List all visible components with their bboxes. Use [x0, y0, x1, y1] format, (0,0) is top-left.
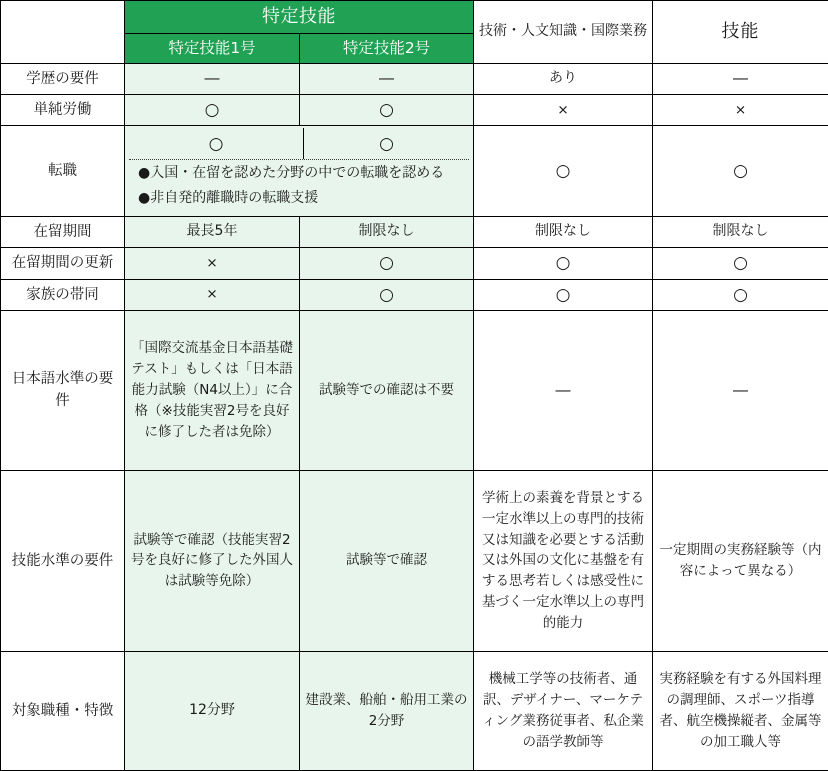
- cell-target-skill: 実務経験を有する外国料理の調理師、スポーツ指導者、航空機操縦者、金属等の加工職人等: [653, 651, 828, 770]
- cell-job-change-skill: ○: [653, 126, 828, 217]
- cell-simple-labor-ssw1: ○: [125, 94, 300, 125]
- header-col-skill: 技能: [653, 1, 828, 64]
- cell-skill-level-ssw1: 試験等で確認（技能実習2号を良好に修了した外国人は試験等免除）: [125, 470, 300, 651]
- cell-family-engineer: ○: [474, 279, 653, 310]
- row-label-family-accompaniment: 家族の帯同: [1, 279, 125, 310]
- table-row: [1, 248, 828, 279]
- cell-family-skill: ○: [653, 279, 828, 310]
- cell-renewal-engineer: ○: [474, 248, 653, 279]
- cell-education-ssw1: ―: [125, 63, 300, 94]
- cell-japanese-level-ssw1: 「国際交流基金日本語基礎テスト」もしくは「日本語能力試験（N4以上）」に合格（※技能実習2号を良好に修了した者は免除）: [125, 310, 300, 470]
- row-label-japanese-level-requirement: 日本語水準の要件: [1, 310, 125, 470]
- job-change-bullet-1: ●入国・在留を認めた分野の中での転職を認める: [138, 164, 444, 184]
- table-row: [1, 63, 828, 94]
- cell-period-engineer: 制限なし: [474, 217, 653, 248]
- row-label-education-requirement: 学歴の要件: [1, 63, 125, 94]
- cell-education-ssw2: ―: [300, 63, 474, 94]
- cell-simple-labor-skill: ×: [653, 94, 828, 125]
- row-label-period-of-stay: 在留期間: [1, 217, 125, 248]
- table-row: [1, 279, 828, 310]
- header-col-ssw2: 特定技能2号: [300, 33, 474, 63]
- row-label-period-renewal: 在留期間の更新: [1, 248, 125, 279]
- table-row: [1, 310, 828, 470]
- row-label-skill-level-requirement: 技能水準の要件: [1, 470, 125, 651]
- header-col-engineer: 技術・人文知識・国際業務: [474, 1, 653, 64]
- cell-job-change-ssw2: ○: [304, 128, 469, 159]
- cell-renewal-ssw2: ○: [300, 248, 474, 279]
- table-row: [1, 94, 828, 125]
- table-header-row-group: [1, 1, 828, 34]
- cell-education-engineer: あり: [474, 63, 653, 94]
- cell-period-ssw1: 最長5年: [125, 217, 300, 248]
- cell-japanese-level-ssw2: 試験等での確認は不要: [300, 310, 474, 470]
- cell-family-ssw2: ○: [300, 279, 474, 310]
- cell-simple-labor-ssw2: ○: [300, 94, 474, 125]
- row-label-job-change: 転職: [1, 126, 125, 217]
- table-row: [1, 126, 828, 217]
- cell-japanese-level-engineer: ―: [474, 310, 653, 470]
- cell-job-change-ssw1: ○: [129, 128, 304, 159]
- cell-japanese-level-skill: ―: [653, 310, 828, 470]
- cell-renewal-skill: ○: [653, 248, 828, 279]
- cell-target-ssw1: 12分野: [125, 651, 300, 770]
- cell-renewal-ssw1: ×: [125, 248, 300, 279]
- table-row: [1, 651, 828, 770]
- cell-simple-labor-engineer: ×: [474, 94, 653, 125]
- row-label-simple-labor: 単純労働: [1, 94, 125, 125]
- cell-period-skill: 制限なし: [653, 217, 828, 248]
- cell-period-ssw2: 制限なし: [300, 217, 474, 248]
- table-row: [1, 470, 828, 651]
- header-group-tokutei-ginou: 特定技能: [125, 1, 474, 34]
- row-label-target-occupations: 対象職種・特徴: [1, 651, 125, 770]
- table-row: [1, 217, 828, 248]
- cell-family-ssw1: ×: [125, 279, 300, 310]
- job-change-bullet-2: ●非自発的離職時の転職支援: [138, 189, 318, 209]
- cell-target-engineer: 機械工学等の技術者、通訳、デザイナー、マーケティング業務従事者、私企業の語学教師等: [474, 651, 653, 770]
- cell-skill-level-engineer: 学術上の素養を背景とする一定水準以上の専門的技術又は知識を必要とする活動又は外国の文化に基盤を有する思考若しくは感受性に基づく一定水準以上の専門的能力: [474, 470, 653, 651]
- cell-job-change-engineer: ○: [474, 126, 653, 217]
- cell-skill-level-skill: 一定期間の実務経験等（内容によって異なる）: [653, 470, 828, 651]
- cell-job-change-tokutei-ginou: [125, 126, 474, 217]
- cell-skill-level-ssw2: 試験等で確認: [300, 470, 474, 651]
- cell-target-ssw2: 建設業、船舶・船用工業の2分野: [300, 651, 474, 770]
- header-col-ssw1: 特定技能1号: [125, 33, 300, 63]
- header-corner-cell: [1, 1, 125, 64]
- cell-education-skill: ―: [653, 63, 828, 94]
